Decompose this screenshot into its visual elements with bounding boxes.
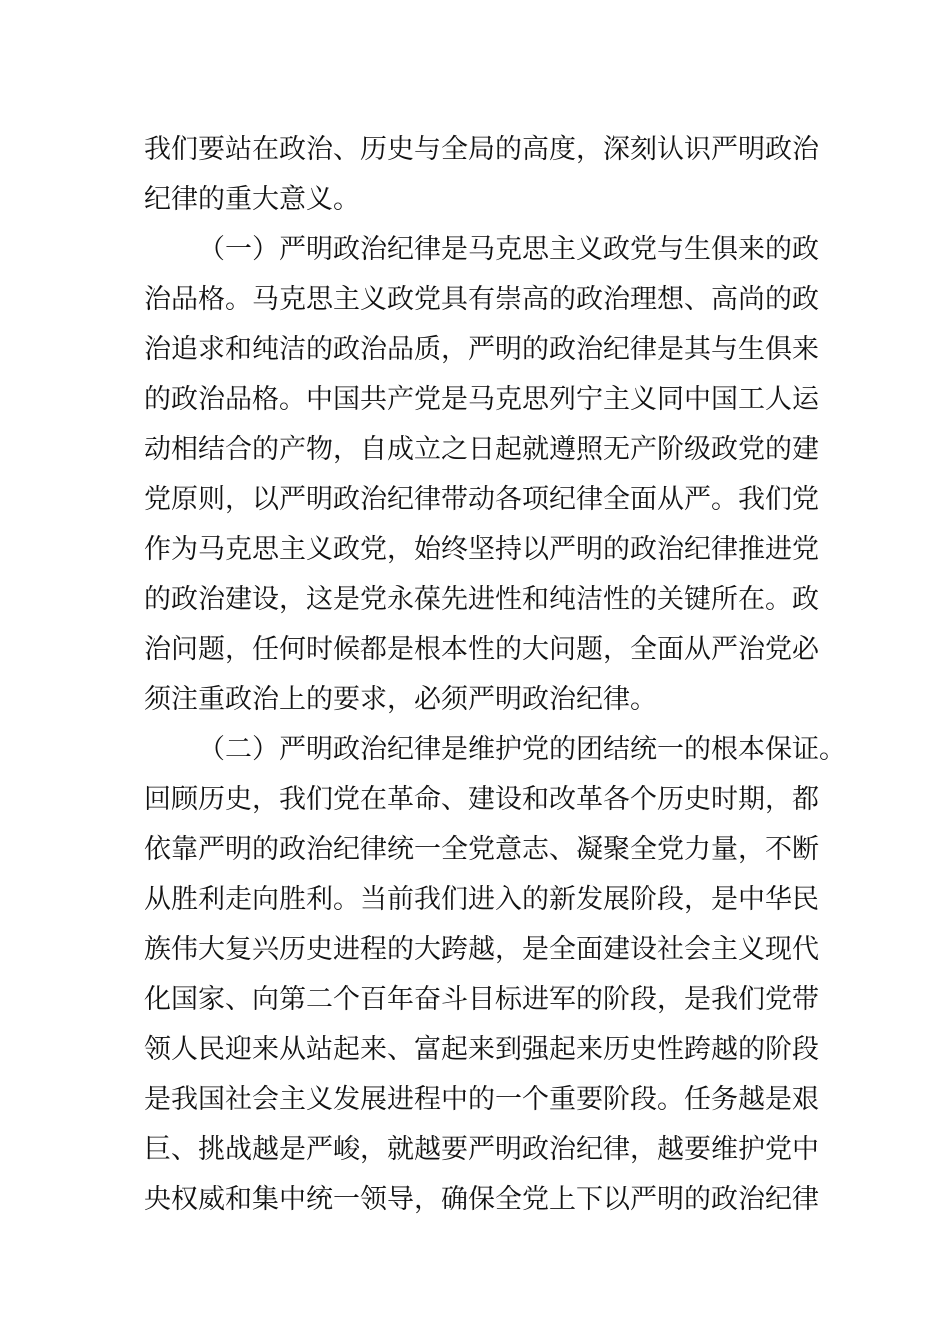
text-line: 是我国社会主义发展进程中的一个重要阶段。任务越是艰	[144, 1084, 819, 1115]
text-line: 须注重政治上的要求，必须严明政治纪律。	[144, 684, 657, 715]
text-line: 党原则，以严明政治纪律带动各项纪律全面从严。我们党	[144, 484, 819, 515]
text-line: 依靠严明的政治纪律统一全党意志、凝聚全党力量，不断	[144, 834, 819, 865]
text-line: 纪律的重大意义。	[144, 184, 360, 215]
text-line: 动相结合的产物，自成立之日起就遵照无产阶级政党的建	[144, 434, 819, 465]
text-line: 作为马克思主义政党，始终坚持以严明的政治纪律推进党	[144, 534, 819, 565]
text-line: 央权威和集中统一领导，确保全党上下以严明的政治纪律	[144, 1184, 819, 1215]
text-line: 族伟大复兴历史进程的大跨越，是全面建设社会主义现代	[144, 934, 819, 965]
text-line: 化国家、向第二个百年奋斗目标进军的阶段，是我们党带	[144, 984, 819, 1015]
text-line: 治品格。马克思主义政党具有崇高的政治理想、高尚的政	[144, 284, 819, 315]
paragraph-first-line: （二）严明政治纪律是维护党的团结统一的根本保证。	[198, 734, 846, 765]
text-line: 治追求和纯洁的政治品质，严明的政治纪律是其与生俱来	[144, 334, 819, 365]
text-line: 的政治建设，这是党永葆先进性和纯洁性的关键所在。政	[144, 584, 819, 615]
text-line: 领人民迎来从站起来、富起来到强起来历史性跨越的阶段	[144, 1034, 819, 1065]
text-line: 巨、挑战越是严峻，就越要严明政治纪律，越要维护党中	[144, 1134, 819, 1165]
text-line: 的政治品格。中国共产党是马克思列宁主义同中国工人运	[144, 384, 819, 415]
text-line: 回顾历史，我们党在革命、建设和改革各个历史时期，都	[144, 784, 819, 815]
text-line: 我们要站在政治、历史与全局的高度，深刻认识严明政治	[144, 134, 819, 165]
paragraph-first-line: （一）严明政治纪律是马克思主义政党与生俱来的政	[198, 234, 819, 265]
text-line: 治问题，任何时候都是根本性的大问题，全面从严治党必	[144, 634, 819, 665]
text-line: 从胜利走向胜利。当前我们进入的新发展阶段，是中华民	[144, 884, 819, 915]
